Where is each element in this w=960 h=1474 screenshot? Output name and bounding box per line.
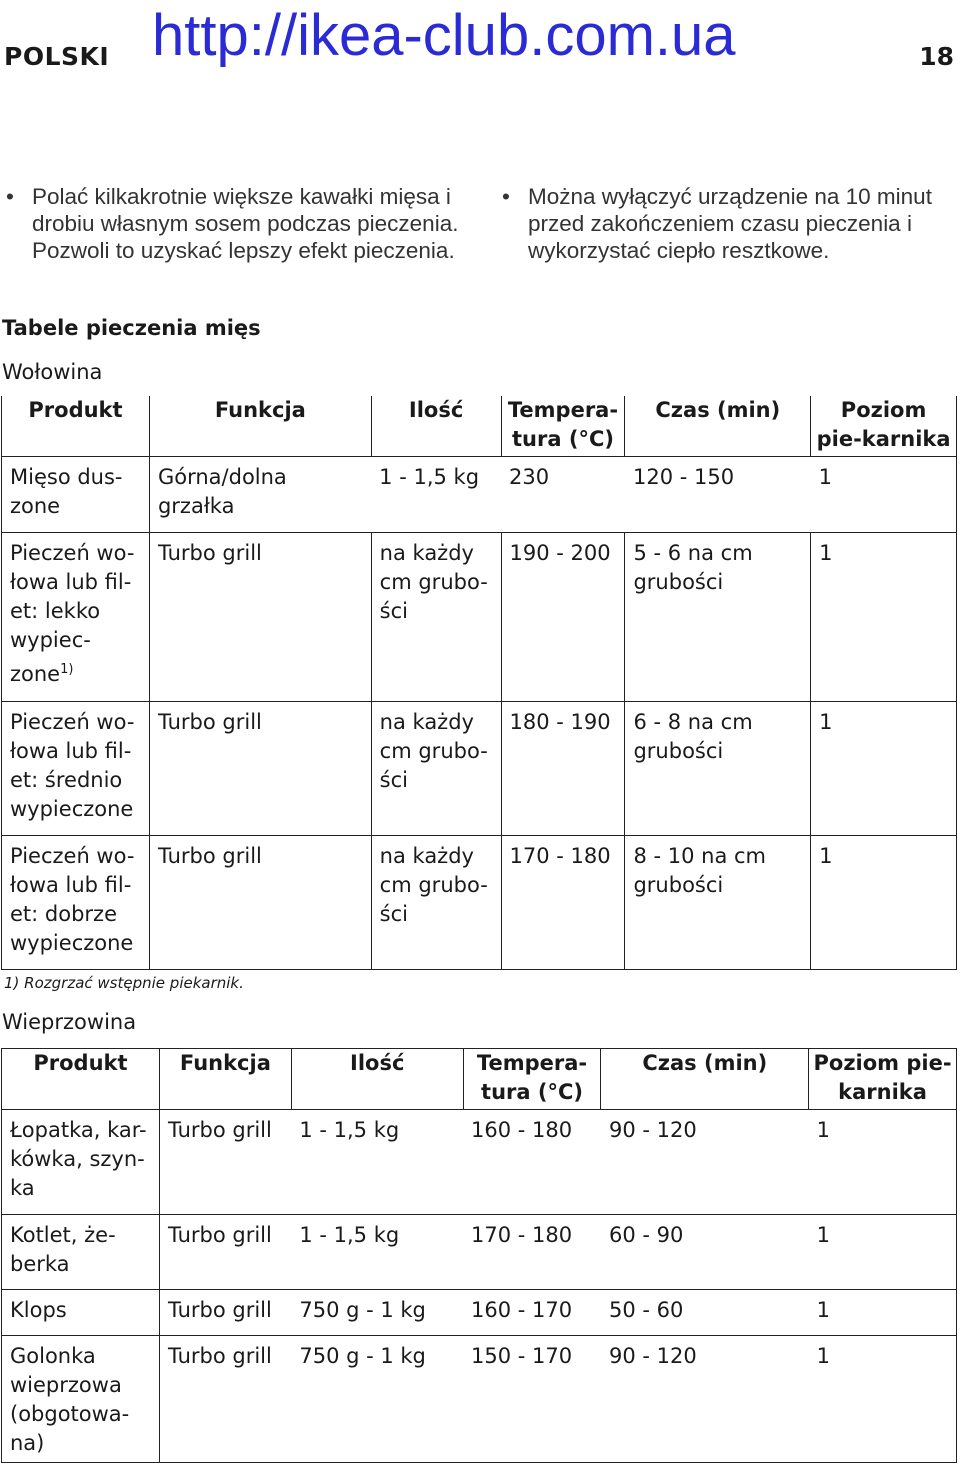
- table-row: [2, 1110, 957, 1215]
- table-row: [2, 457, 957, 533]
- temperature-cell: 150 - 170: [463, 1336, 601, 1463]
- level-cell: 1: [811, 533, 957, 702]
- tip-item: [6, 183, 462, 264]
- source-url-watermark[interactable]: http://ikea-club.com.ua: [152, 3, 736, 68]
- column-header: Poziom pie-karnika: [811, 396, 957, 457]
- column-header: Produkt: [2, 396, 150, 457]
- column-header: Funkcja: [149, 396, 371, 457]
- temperature-cell: 160 - 180: [463, 1110, 601, 1215]
- column-header: Tempera-tura (°C): [463, 1049, 601, 1110]
- time-cell: 50 - 60: [601, 1290, 809, 1336]
- footnote: 1) Rozgrzać wstępnie piekarnik.: [4, 974, 244, 992]
- table-row: [2, 533, 957, 702]
- quantity-cell: 750 g - 1 kg: [291, 1336, 463, 1463]
- product-cell: [2, 533, 150, 702]
- time-cell: 90 - 120: [601, 1110, 809, 1215]
- quantity-cell: na każdy cm grubo-ści: [371, 533, 501, 702]
- column-header: Produkt: [2, 1049, 160, 1110]
- product-text: Pieczeń wo-łowa lub fil-et: lekko wypiec-zone: [10, 541, 135, 686]
- pork-table-title: Wieprzowina: [2, 1010, 137, 1034]
- table-row: [2, 1290, 957, 1336]
- pork-roasting-table: [1, 1048, 957, 1463]
- column-header: Czas (min): [625, 396, 811, 457]
- column-header: Tempera-tura (°C): [501, 396, 625, 457]
- temperature-cell: 170 - 180: [463, 1215, 601, 1290]
- bullet-icon: •: [502, 184, 510, 209]
- column-header: Funkcja: [159, 1049, 291, 1110]
- quantity-cell: 1 - 1,5 kg: [371, 457, 501, 533]
- level-cell: 1: [809, 1110, 957, 1215]
- temperature-cell: 170 - 180: [501, 836, 625, 970]
- level-cell: 1: [811, 702, 957, 836]
- function-cell: Turbo grill: [159, 1290, 291, 1336]
- level-cell: 1: [809, 1215, 957, 1290]
- page-number: 18: [919, 42, 954, 71]
- temperature-cell: 190 - 200: [501, 533, 625, 702]
- tip-item: [502, 183, 958, 264]
- product-cell: Mięso dus-zone: [2, 457, 150, 533]
- language-label: POLSKI: [4, 42, 110, 71]
- table-header-row: [2, 396, 957, 457]
- function-cell: Górna/dolna grzałka: [149, 457, 371, 533]
- time-cell: 60 - 90: [601, 1215, 809, 1290]
- time-cell: 5 - 6 na cm grubości: [625, 533, 811, 702]
- level-cell: 1: [811, 836, 957, 970]
- beef-roasting-table: [1, 396, 957, 970]
- product-cell: Pieczeń wo-łowa lub fil-et: średnio wypieczone: [2, 702, 150, 836]
- column-header: Czas (min): [601, 1049, 809, 1110]
- function-cell: Turbo grill: [159, 1336, 291, 1463]
- table-row: [2, 702, 957, 836]
- temperature-cell: 230: [501, 457, 625, 533]
- quantity-cell: na każdy cm grubo-ści: [371, 702, 501, 836]
- time-cell: 8 - 10 na cm grubości: [625, 836, 811, 970]
- product-cell: Pieczeń wo-łowa lub fil-et: dobrze wypieczone: [2, 836, 150, 970]
- temperature-cell: 160 - 170: [463, 1290, 601, 1336]
- temperature-cell: 180 - 190: [501, 702, 625, 836]
- product-cell: Łopatka, kar-kówka, szyn-ka: [2, 1110, 160, 1215]
- bullet-icon: •: [6, 184, 14, 209]
- beef-table-title: Wołowina: [2, 360, 103, 384]
- tip-text: Można wyłączyć urządzenie na 10 minut przed zakończeniem czasu pieczenia i wykorzystać ciepło resztkowe.: [528, 184, 932, 263]
- quantity-cell: 750 g - 1 kg: [291, 1290, 463, 1336]
- level-cell: 1: [811, 457, 957, 533]
- product-cell: Golonka wieprzowa (obgotowa-na): [2, 1336, 160, 1463]
- table-header-row: [2, 1049, 957, 1110]
- column-header: Ilość: [371, 396, 501, 457]
- function-cell: Turbo grill: [159, 1215, 291, 1290]
- function-cell: Turbo grill: [159, 1110, 291, 1215]
- product-cell: Kotlet, że-berka: [2, 1215, 160, 1290]
- quantity-cell: 1 - 1,5 kg: [291, 1215, 463, 1290]
- time-cell: 90 - 120: [601, 1336, 809, 1463]
- function-cell: Turbo grill: [149, 533, 371, 702]
- tip-text: Polać kilkakrotnie większe kawałki mięsa i drobiu własnym sosem podczas pieczenia. Pozwoli to uzyskać lepszy efekt pieczenia.: [32, 184, 459, 263]
- quantity-cell: 1 - 1,5 kg: [291, 1110, 463, 1215]
- product-cell: Klops: [2, 1290, 160, 1336]
- function-cell: Turbo grill: [149, 836, 371, 970]
- level-cell: 1: [809, 1336, 957, 1463]
- page-header: [0, 0, 960, 80]
- table-row: [2, 836, 957, 970]
- time-cell: 6 - 8 na cm grubości: [625, 702, 811, 836]
- column-header: Poziom pie-karnika: [809, 1049, 957, 1110]
- function-cell: Turbo grill: [149, 702, 371, 836]
- table-row: [2, 1336, 957, 1463]
- column-header: Ilość: [291, 1049, 463, 1110]
- section-title: Tabele pieczenia mięs: [2, 316, 261, 340]
- table-row: [2, 1215, 957, 1290]
- time-cell: 120 - 150: [625, 457, 811, 533]
- quantity-cell: na każdy cm grubo-ści: [371, 836, 501, 970]
- footnote-marker: 1): [60, 662, 74, 677]
- level-cell: 1: [809, 1290, 957, 1336]
